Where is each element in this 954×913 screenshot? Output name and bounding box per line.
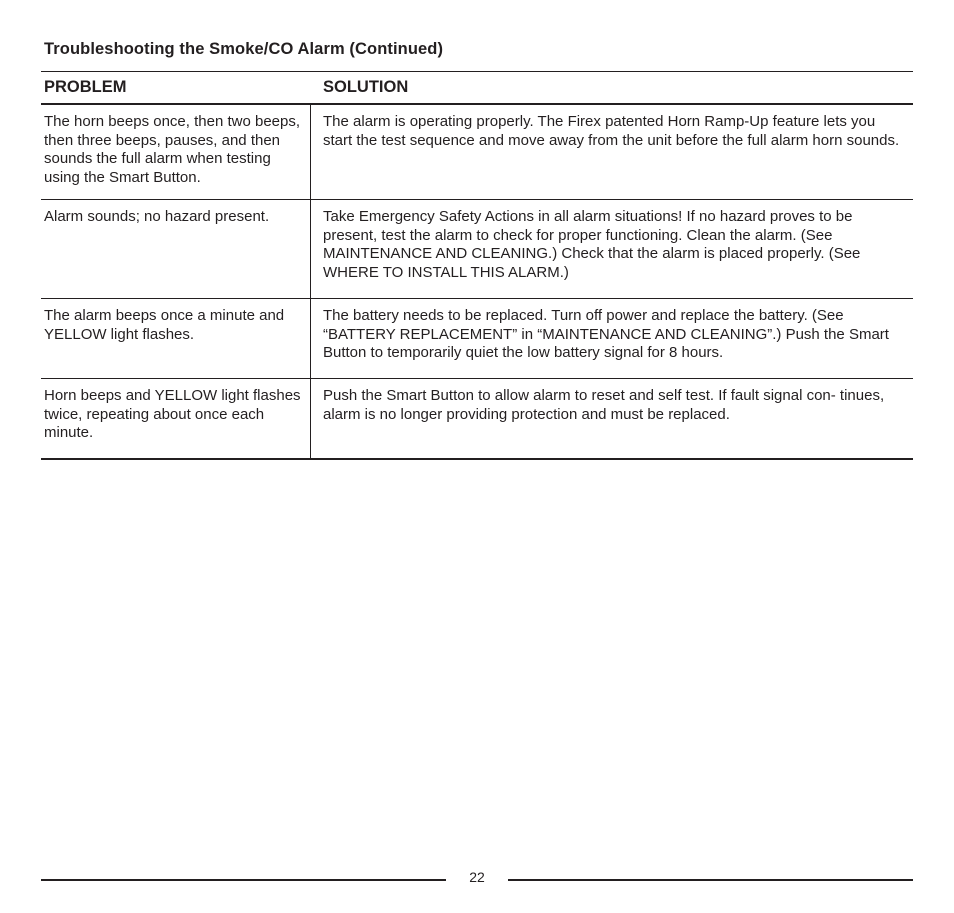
- solution-cell: Push the Smart Button to allow alarm to reset and self test. If fault signal con- tinues, alarm is no longer providing protection and must be replaced.: [323, 387, 885, 423]
- problem-cell: The horn beeps once, then two beeps, then three beeps, pauses, and then sounds the full alarm when testing using the Smart Button.: [41, 105, 311, 199]
- solution-cell: Take Emergency Safety Actions in all alarm situations! If no hazard proves to be present, test the alarm to check for proper functioning. Clean the alarm. (See MAINTENANCE AND CLEANING.) Check that the alarm is placed properly. (See WHERE TO INSTALL THIS ALARM.): [323, 208, 861, 281]
- problem-header: PROBLEM: [44, 78, 127, 96]
- table-row: [41, 105, 913, 200]
- table-row: [41, 379, 913, 460]
- table-row: [41, 299, 913, 379]
- solution-cell: The battery needs to be replaced. Turn off power and replace the battery. (See “BATTERY REPLACEMENT” in “MAINTENANCE AND CLEANING”.) Push the Smart Button to temporarily quiet the low battery signal for 8 hours.: [323, 307, 889, 361]
- problem-cell: The alarm beeps once a minute and YELLOW light flashes.: [41, 299, 311, 378]
- solution-cell: The alarm is operating properly. The Firex patented Horn Ramp-Up feature lets you start the test sequence and move away from the unit before the full alarm horn sounds.: [323, 113, 900, 149]
- table-row: [41, 200, 913, 299]
- problem-cell: Horn beeps and YELLOW light flashes twice, repeating about once each minute.: [41, 379, 311, 458]
- problem-cell: Alarm sounds; no hazard present.: [41, 200, 311, 298]
- table-header: [41, 72, 913, 105]
- page-title: Troubleshooting the Smoke/CO Alarm (Continued): [44, 40, 444, 58]
- troubleshooting-table: [41, 71, 913, 460]
- footer-rule-right: [508, 879, 913, 881]
- footer-rule-left: [41, 879, 446, 881]
- solution-header: SOLUTION: [323, 78, 409, 96]
- page-number: 22: [469, 869, 485, 885]
